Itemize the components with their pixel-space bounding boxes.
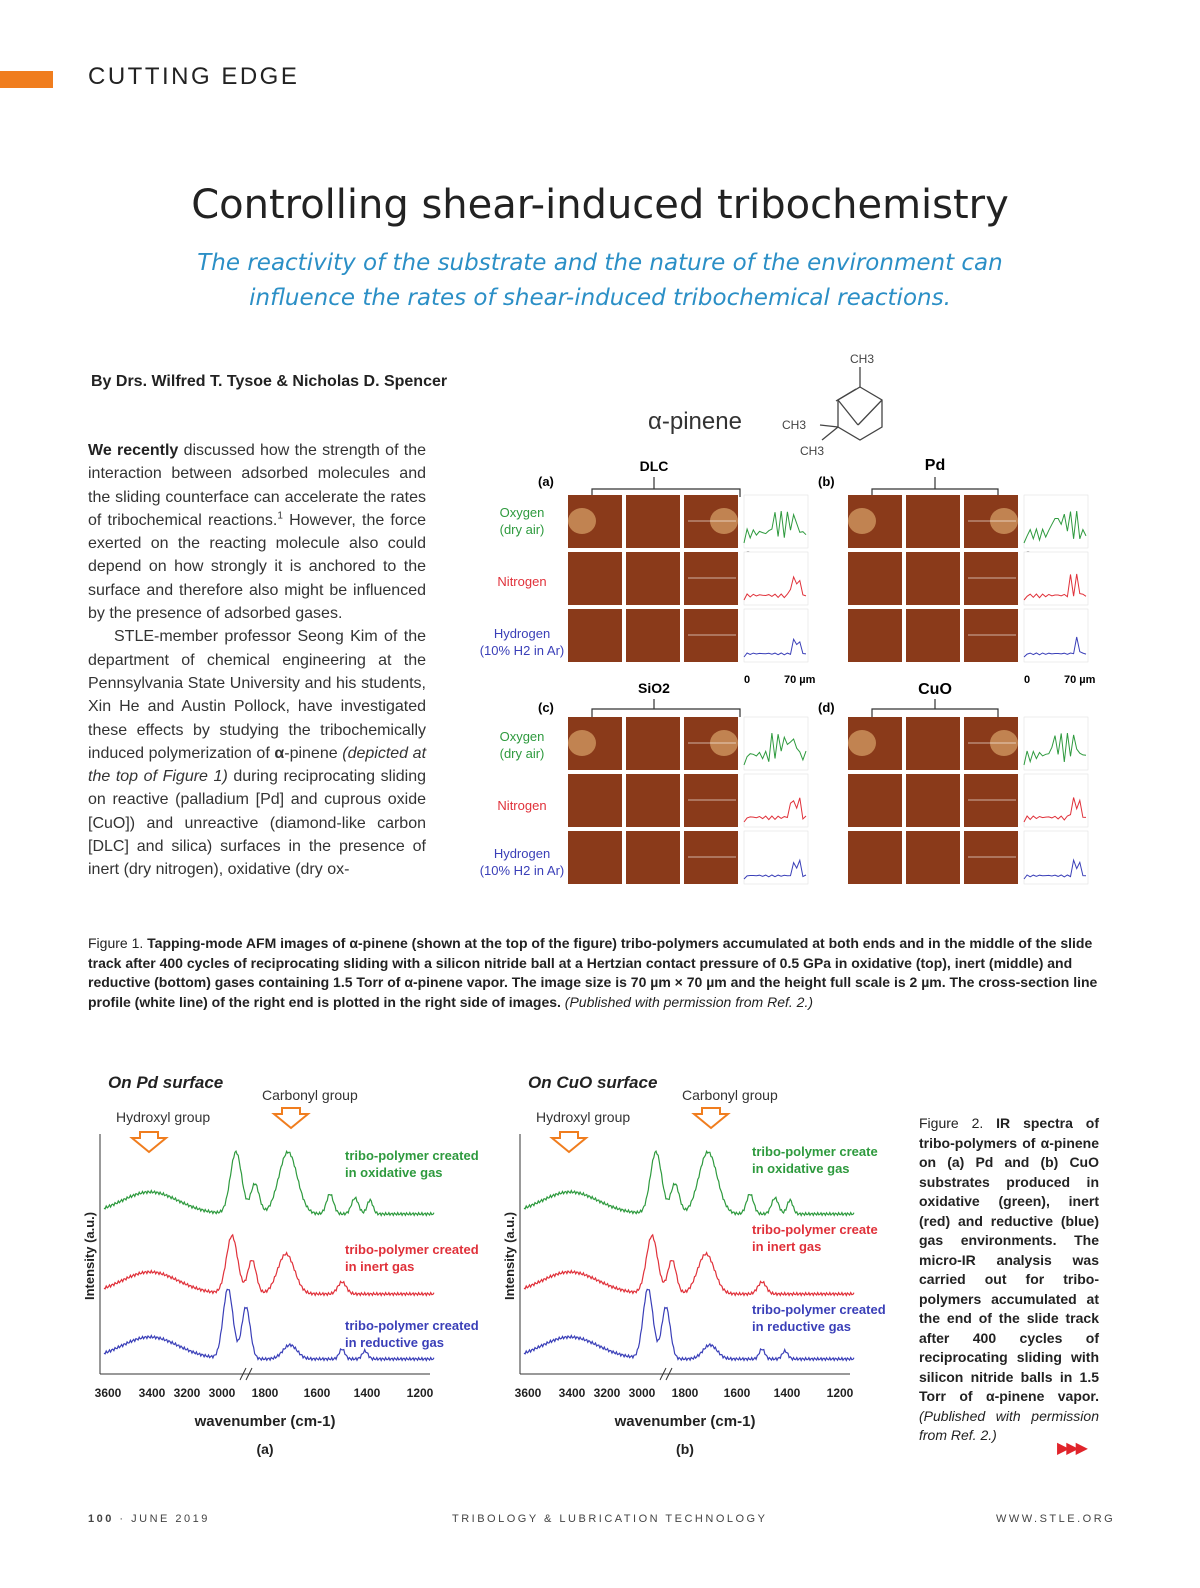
caption-label: Figure 1. — [88, 935, 148, 951]
footer-left — [88, 1513, 210, 1525]
article-body — [88, 439, 426, 882]
caption-text: -pinene on (a) Pd and (b) CuO substrates produced in oxidative (green), inert (red) and reductive (blue) gas environments. The micro-IR analysis was carried out for tribo-polymers accumulated at the end of the slide track after 400 cycles of reciprocating sliding with silicon nitride balls in 1.5 Torr of — [919, 1134, 1099, 1404]
afm-polymer-deposit — [568, 730, 596, 756]
afm-polymer-deposit — [568, 508, 596, 534]
afm-image-tile — [684, 774, 738, 827]
afm-image-tile — [626, 552, 680, 605]
label-reductive: tribo-polymer created — [345, 1318, 479, 1333]
label-inert: tribo-polymer created — [345, 1242, 479, 1257]
profile-plot-frame — [744, 552, 808, 605]
label-oxidative: tribo-polymer created — [345, 1148, 479, 1163]
hydroxyl-arrow-icon — [132, 1132, 166, 1152]
label-inert: in inert gas — [345, 1259, 415, 1274]
afm-image-tile — [848, 552, 902, 605]
lead-in: We recently — [88, 442, 179, 459]
gas-label-nitrogen: Nitrogen — [497, 798, 547, 813]
afm-image-tile — [906, 831, 960, 884]
caption-text: -pinene vapor. The image size is 70 µm × 70 µm and the height full scale is 2 µm. The cross-section line profile (white line) of the right end is plotted in the right side of images. — [88, 974, 1098, 1010]
gas-label-hydrogen: Hydrogen — [493, 846, 551, 861]
paragraph-1 — [88, 439, 426, 625]
caption-text: IR spectra of tribo-polymers of — [919, 1115, 1099, 1151]
molecule-label: α-pinene — [648, 408, 742, 435]
label-inert: in inert gas — [752, 1239, 822, 1254]
figure-1-caption — [88, 934, 1102, 1012]
label-reductive: in reductive gas — [345, 1335, 444, 1350]
caption-text: -pinene vapor. — [994, 1388, 1099, 1404]
y-axis-label: Intensity (a.u.) — [82, 1211, 97, 1300]
gas-label-dry-air: (dry air) — [499, 746, 545, 761]
substrate-label-pd: Pd — [924, 457, 946, 474]
afm-image-tile — [848, 774, 902, 827]
afm-image-tile — [964, 774, 1018, 827]
afm-image-tile — [906, 609, 960, 662]
caption-text: -pinene (shown at the top of the figure) tribo-polymers accumulated at both ends and in the middle of the slide track after 400 cycles of reciprocating sliding with a silicon nitride ball at a Hertzian contact pressure of 0.5 GPa in oxidative (top), inert (middle) and reductive (bottom) gases containing 1.5 Torr of — [88, 935, 1093, 991]
section-color-bar — [0, 71, 53, 88]
paragraph-text: during reciprocating sliding on reactive (palladium [Pd] and cuprous oxide [CuO]) and unreactive (diamond-like carbon [DLC] and silica) surfaces in the presence of inert (dry nitrogen), oxidative (dry ox- — [88, 768, 426, 879]
substrate-label-cuo: CuO — [918, 681, 952, 698]
y-axis-label: Intensity (a.u.) — [502, 1211, 517, 1300]
afm-image-tile — [684, 552, 738, 605]
afm-image-tile — [906, 717, 960, 770]
panel-letter-c: (c) — [538, 700, 554, 715]
x-tick-label: 1200 — [406, 1386, 434, 1400]
x-tick-label: 1600 — [723, 1386, 751, 1400]
ir-panel-title: On CuO surface — [528, 1073, 658, 1092]
x-tick-label: 1800 — [671, 1386, 699, 1400]
afm-image-tile — [568, 552, 622, 605]
x-tick-label: 3200 — [593, 1386, 621, 1400]
afm-image-tile — [906, 495, 960, 548]
caption-text: Tapping-mode AFM images of — [147, 935, 350, 951]
caption-alpha: α — [404, 974, 413, 991]
afm-image-tile — [626, 831, 680, 884]
label-oxidative: in oxidative gas — [752, 1161, 850, 1176]
afm-image-tile — [848, 609, 902, 662]
afm-image-tile — [964, 609, 1018, 662]
label-reductive: tribo-polymer created — [752, 1302, 886, 1317]
caption-credit: (Published with permission from Ref. 2.) — [919, 1407, 1099, 1443]
x-tick-label: 3000 — [208, 1386, 236, 1400]
carbonyl-label: Carbonyl group — [682, 1087, 778, 1103]
afm-image-tile — [964, 831, 1018, 884]
subtitle-line-1: The reactivity of the substrate and the nature of the environment can — [197, 250, 1003, 276]
label-inert: tribo-polymer create — [752, 1222, 878, 1237]
x-axis-label: wavenumber (cm-1) — [614, 1413, 756, 1430]
footer-url: WWW.STLE.ORG — [996, 1513, 1116, 1525]
x-tick-label: 1800 — [251, 1386, 279, 1400]
footer-publication: TRIBOLOGY & LUBRICATION TECHNOLOGY — [452, 1513, 768, 1525]
footer-separator: · — [119, 1513, 126, 1525]
x-tick-label: 3400 — [138, 1386, 166, 1400]
ir-spectrum-panel-a — [82, 1073, 479, 1457]
gas-label-oxygen: Oxygen — [499, 505, 545, 520]
hydroxyl-label: Hydroxyl group — [536, 1109, 631, 1125]
afm-image-tile — [568, 609, 622, 662]
paragraph-italic: (depicted at the top of Figure 1) — [88, 744, 427, 786]
afm-image-tile — [848, 831, 902, 884]
gas-label-group-top — [500, 505, 545, 537]
x-tick-label: 1600 — [303, 1386, 331, 1400]
caption-alpha: α — [985, 1388, 995, 1404]
x-tick-label: 3000 — [628, 1386, 656, 1400]
afm-image-tile — [684, 609, 738, 662]
afm-image-tile — [626, 495, 680, 548]
x-tick-label: 3400 — [558, 1386, 586, 1400]
x-axis-label: wavenumber (cm-1) — [194, 1413, 336, 1430]
section-label: CUTTING EDGE — [88, 63, 300, 90]
ir-spectrum-panel-b — [502, 1073, 886, 1457]
caption-alpha: α — [1040, 1134, 1050, 1151]
gas-label-oxygen: Oxygen — [499, 729, 545, 744]
profile-plot-frame — [1024, 774, 1088, 827]
caption-label: Figure 2. — [919, 1115, 997, 1131]
x-tick-label: 1400 — [353, 1386, 381, 1400]
afm-image-tile — [626, 717, 680, 770]
afm-image-tile — [684, 831, 738, 884]
x-tick-label: 3600 — [514, 1386, 542, 1400]
alpha-symbol: α — [274, 744, 285, 762]
caption-credit: (Published with permission from Ref. 2.) — [560, 993, 813, 1010]
profile-axis-end: 70 µm — [784, 674, 816, 686]
gas-label-hydrogen-mix: (10% H2 in Ar) — [479, 643, 565, 658]
profile-axis-zero: 0 — [744, 674, 751, 686]
issue-date: JUNE 2019 — [131, 1513, 210, 1525]
gas-label-nitrogen: Nitrogen — [497, 574, 547, 589]
paragraph-text: discussed how the strength of the interaction between adsorbed molecules and the sliding counterface can accelerate the rates of tribochemical reactions. — [88, 442, 427, 529]
x-tick-label: 3200 — [173, 1386, 201, 1400]
ch3-top-label: CH3 — [850, 352, 875, 366]
afm-image-tile — [906, 774, 960, 827]
x-tick-label: 1400 — [773, 1386, 801, 1400]
gas-label-dry-air: (dry air) — [499, 522, 545, 537]
carbonyl-arrow-icon — [694, 1108, 728, 1128]
afm-image-tile — [568, 774, 622, 827]
profile-axis-zero: 0 — [1024, 674, 1031, 686]
profile-plot-frame — [1024, 495, 1088, 548]
paragraph-text: STLE-member professor Seong Kim of the department of chemical engineering at the Pennsylvania State University and his students, Xin He and Austin Pollock, have investigated these effects by studying the tribochemically induced polymerization of — [88, 628, 426, 762]
x-tick-label: 1200 — [826, 1386, 854, 1400]
byline: By Drs. Wilfred T. Tysoe & Nicholas D. Spencer — [91, 373, 448, 390]
afm-image-tile — [626, 609, 680, 662]
label-reductive: in reductive gas — [752, 1319, 851, 1334]
panel-letter-a: (a) — [538, 474, 554, 489]
paragraph-2 — [88, 625, 426, 881]
ch3-bottom-label: CH3 — [800, 444, 825, 458]
gas-label-hydrogen: Hydrogen — [493, 626, 551, 641]
figure-1 — [470, 345, 1110, 900]
hydroxyl-label: Hydroxyl group — [116, 1109, 211, 1125]
article-subtitle — [150, 246, 1050, 316]
afm-polymer-deposit — [848, 730, 876, 756]
reference-mark: 1 — [277, 510, 283, 522]
x-tick-label: 3600 — [94, 1386, 122, 1400]
subtitle-line-2: influence the rates of shear-induced tribochemical reactions. — [249, 285, 951, 311]
paragraph-text: -pinene — [284, 744, 343, 762]
gas-label-hydrogen-mix: (10% H2 in Ar) — [479, 863, 565, 878]
figure-2-caption — [919, 1114, 1099, 1446]
profile-plot-frame — [744, 717, 808, 770]
alpha-pinene-structure — [820, 367, 882, 440]
article-title: Controlling shear-induced tribochemistry — [191, 182, 1009, 228]
carbonyl-label: Carbonyl group — [262, 1087, 358, 1103]
substrate-label-sio2: SiO2 — [638, 680, 670, 696]
panel-letter-d: (d) — [818, 700, 835, 715]
label-oxidative: in oxidative gas — [345, 1165, 443, 1180]
ch3-left-label: CH3 — [782, 418, 807, 432]
afm-image-tile — [906, 552, 960, 605]
ir-panel-title: On Pd surface — [108, 1073, 224, 1092]
paragraph-text: However, the force exerted on the reacting molecule also could depend on how strongly it is anchored to the surface and therefore also might be influenced by the presence of adsorbed gases. — [88, 511, 427, 623]
afm-image-tile — [568, 831, 622, 884]
hydroxyl-arrow-icon — [552, 1132, 586, 1152]
continue-arrows-icon: ▶▶▶ — [1057, 1438, 1085, 1457]
substrate-label-dlc: DLC — [639, 458, 669, 474]
panel-letter-b: (b) — [818, 474, 835, 489]
page-number: 100 — [88, 1513, 114, 1525]
figure-2 — [80, 1064, 910, 1474]
profile-axis-end: 70 µm — [1064, 674, 1096, 686]
afm-image-tile — [626, 774, 680, 827]
ir-panel-letter: (a) — [256, 1441, 274, 1457]
afm-polymer-deposit — [848, 508, 876, 534]
afm-image-tile — [964, 552, 1018, 605]
ir-panel-letter: (b) — [676, 1441, 694, 1457]
carbonyl-arrow-icon — [274, 1108, 308, 1128]
caption-alpha: α — [349, 935, 358, 951]
label-oxidative: tribo-polymer create — [752, 1144, 878, 1159]
